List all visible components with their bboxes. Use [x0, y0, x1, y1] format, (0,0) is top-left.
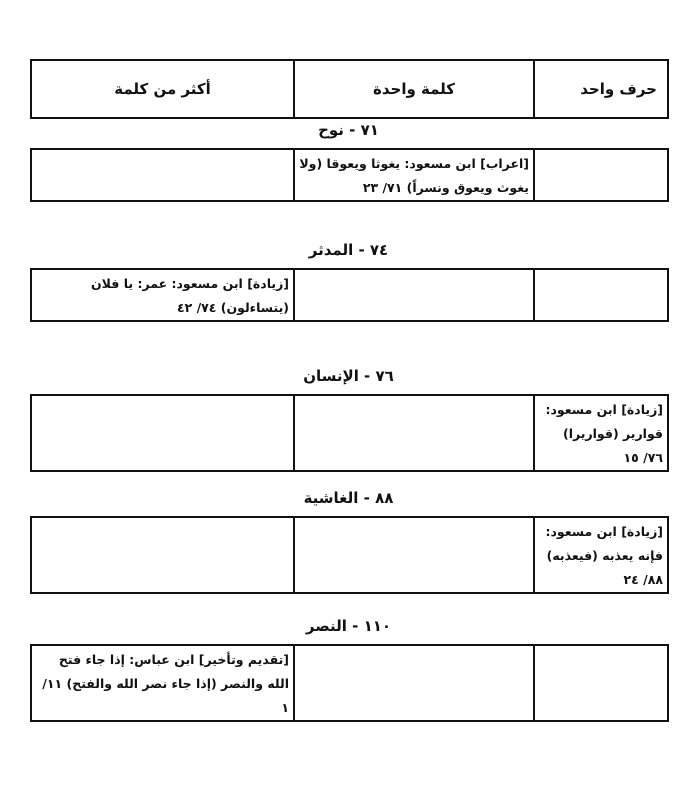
section-table — [30, 644, 669, 722]
section-title: ٧١ - نوح — [318, 121, 379, 139]
cell-single-word: [اعراب] ابن مسعود: يغوثا ويعوقا (ولا يغوث ويعوق ونسراً) ٧١/ ٢٣ — [294, 149, 534, 201]
table-row — [31, 517, 668, 593]
cell-single-word — [294, 269, 534, 321]
section-table — [30, 148, 669, 202]
cell-single-letter — [534, 269, 668, 321]
header-single-letter: حرف واحد — [534, 60, 668, 118]
section-al-muddaththir — [30, 236, 667, 322]
section-table — [30, 516, 669, 594]
cell-single-word — [294, 645, 534, 721]
cell-multi-word — [31, 395, 294, 471]
cell-single-letter: [زيادة] ابن مسعود: فإنه يعذبه (فيعذبه) ٨٨/ ٢٤ — [534, 517, 668, 593]
section-table — [30, 394, 669, 472]
section-title: ٧٤ - المدثر — [308, 241, 389, 259]
section-al-ghashiyah — [30, 484, 667, 594]
cell-single-letter: [زيادة] ابن مسعود: قوارير (قواريرا) ٧٦/ ١٥ — [534, 395, 668, 471]
cell-single-letter — [534, 645, 668, 721]
section-title: ٨٨ - الغاشية — [303, 489, 394, 507]
column-header-table — [30, 59, 669, 119]
section-table — [30, 268, 669, 322]
table-row — [31, 149, 668, 201]
cell-multi-word: [زيادة] ابن مسعود: عمر: يا فلان (يتساءلون) ٧٤/ ٤٢ — [31, 269, 294, 321]
header-multi-word: أكثر من كلمة — [31, 60, 294, 118]
header-row — [31, 60, 668, 118]
section-title: ١١٠ - النصر — [305, 617, 392, 635]
cell-single-word — [294, 395, 534, 471]
table-row — [31, 395, 668, 471]
section-title: ٧٦ - الإنسان — [303, 367, 394, 385]
section-an-nasr — [30, 612, 667, 722]
section-al-insan — [30, 362, 667, 472]
cell-multi-word — [31, 149, 294, 201]
table-row — [31, 269, 668, 321]
cell-multi-word: [تقديم وتأخير] ابن عباس: إذا جاء فتح الله والنصر (إذا جاء نصر الله والفتح) ١١/ ١ — [31, 645, 294, 721]
cell-single-letter — [534, 149, 668, 201]
cell-single-word — [294, 517, 534, 593]
cell-multi-word — [31, 517, 294, 593]
table-row — [31, 645, 668, 721]
header-single-word: كلمة واحدة — [294, 60, 534, 118]
section-nuh — [30, 116, 667, 202]
